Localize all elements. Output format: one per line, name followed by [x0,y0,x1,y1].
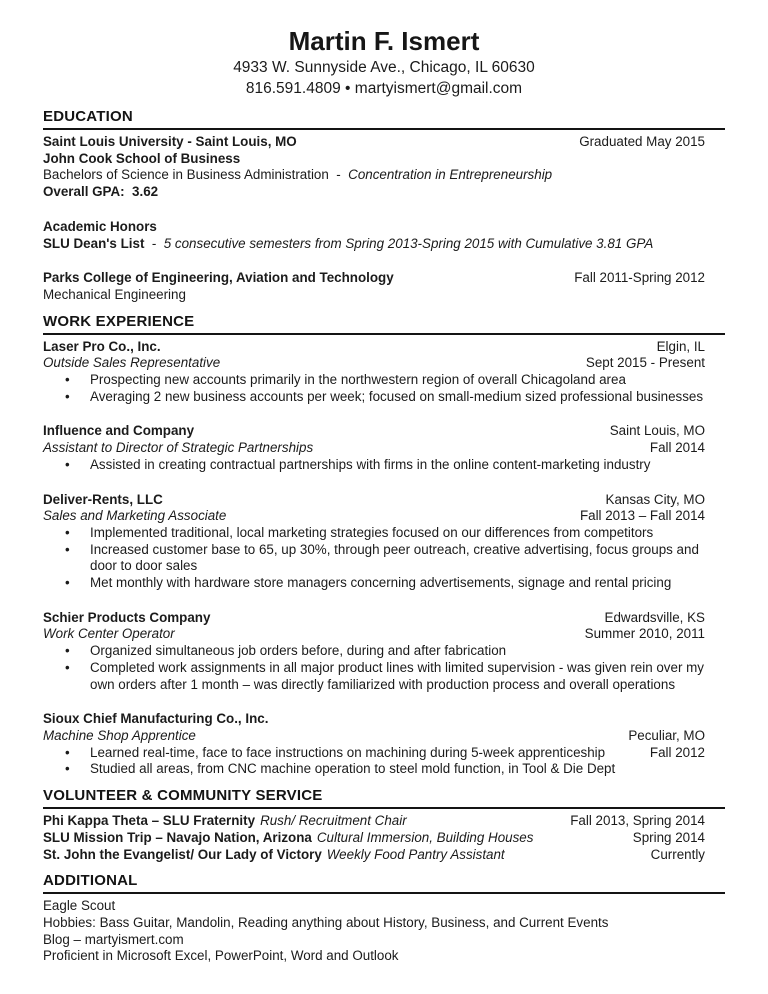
deans-list-detail: 5 consecutive semesters from Spring 2013-Spring 2015 with Cumulative 3.81 GPA [163,235,654,251]
parks-college-dates: Fall 2011-Spring 2012 [574,270,705,286]
university-name: Saint Louis University - Saint Louis, MO [43,134,297,149]
bullet-icon: • [65,372,70,388]
job-dates: Fall 2013 – Fall 2014 [579,508,705,524]
job-laser-pro [43,339,725,406]
bullet-text: Completed work assignments in all major product lines with limited supervision - was given rein over my own orders after 1 month – was directly familiarized with production process and overall operations [90,659,708,692]
section-additional [43,872,725,965]
volunteer-role: Rush/ Recruitment Chair [260,813,407,829]
volunteer-role: Weekly Food Pantry Assistant [326,846,505,862]
job-company-row [43,610,725,627]
email-address: martyismert@gmail.com [354,80,523,97]
company-name: Schier Products Company [43,609,211,625]
bullet-text: Prospecting new accounts primarily in the northwestern region of overall Chicagoland area [90,372,626,388]
job-title: Machine Shop Apprentice [43,727,196,743]
bullet-text: Assisted in creating contractual partnerships with firms in the online content-marketing industry [90,456,651,472]
organization-name: SLU Mission Trip – Navajo Nation, Arizona [43,829,312,845]
degree-line [43,167,725,184]
volunteer-row [43,847,725,864]
academic-honors-title: Academic Honors [43,218,157,234]
parks-college-row [43,270,725,287]
bullet-text: Organized simultaneous job orders before, during and after fabrication [90,643,507,659]
company-location: Edwardsville, KS [604,609,705,625]
job-title: Work Center Operator [43,626,175,642]
additional-line-blog: Blog – martyismert.com [43,931,184,947]
deans-list-separator: - [144,235,164,251]
job-dates: Sept 2015 - Present [585,355,705,371]
organization-name: Phi Kappa Theta – SLU Fraternity [43,813,256,829]
job-title: Sales and Marketing Associate [43,508,227,524]
job-bullet [43,542,725,575]
spacer [43,592,725,610]
job-bullet [43,761,725,778]
graduation-date: Graduated May 2015 [579,134,705,149]
job-schier-products [43,610,725,694]
volunteer-row [43,830,725,847]
volunteer-heading: VOLUNTEER & COMMUNITY SERVICE [43,787,725,809]
spacer [43,252,725,270]
contact-line [43,78,725,99]
job-bullet [43,575,725,592]
company-name: Sioux Chief Manufacturing Co., Inc. [43,711,269,727]
job-bullet [43,525,725,542]
volunteer-dates: Fall 2013, Spring 2014 [570,813,705,829]
bullet-icon: • [65,456,70,472]
parks-major: Mechanical Engineering [43,286,186,302]
spacer [43,474,725,492]
additional-line-software: Proficient in Microsoft Excel, PowerPoint, Word and Outlook [43,948,399,964]
education-heading: EDUCATION [43,108,725,130]
bullet-text: Increased customer base to 65, up 30%, through peer outreach, creative advertising, focus groups and door to door sales [90,541,703,574]
gpa-line: Overall GPA: 3.62 [43,184,159,200]
job-bullet [43,745,725,762]
job-bullet [43,372,725,389]
bullet-text: Met monthly with hardware store managers concerning advertisements, signage and rental pricing [90,575,672,591]
education-university-row [43,134,725,151]
job-dates: Fall 2014 [649,440,705,456]
phone-number: 816.591.4809 [245,80,341,97]
bullet-icon: • [65,541,70,557]
volunteer-role: Cultural Immersion, Building Houses [316,829,534,845]
company-location: Elgin, IL [656,338,705,354]
bullet-icon: • [65,761,70,777]
person-name: Martin F. Ismert [288,26,480,56]
job-role-row [43,440,725,457]
company-name: Deliver-Rents, LLC [43,491,163,507]
job-bullet [43,643,725,660]
spacer [43,693,725,711]
company-location: Kansas City, MO [605,491,705,507]
job-role-row [43,508,725,525]
job-dates: Summer 2010, 2011 [584,626,705,642]
bullet-icon: • [65,524,70,540]
volunteer-entry [43,813,570,830]
company-location: Saint Louis, MO [609,423,705,439]
bullet-icon: • [65,643,70,659]
additional-line-eagle-scout: Eagle Scout [43,898,116,914]
job-dates: Fall 2012 [649,744,705,760]
job-bullet [43,389,725,406]
section-work-experience [43,313,725,778]
job-company-row [43,711,725,728]
job-title: Assistant to Director of Strategic Partnerships [43,440,314,456]
job-bullet [43,457,725,474]
company-name: Laser Pro Co., Inc. [43,338,161,354]
volunteer-dates: Spring 2014 [632,829,705,845]
bullet-text: Averaging 2 new business accounts per week; focused on small-medium sized professional businesses [90,388,704,404]
deans-list-line [43,236,725,253]
section-education [43,108,725,304]
organization-name: St. John the Evangelist/ Our Lady of Victory [43,846,322,862]
job-company-row [43,339,725,356]
volunteer-entry [43,830,633,847]
volunteer-dates: Currently [650,846,705,862]
work-experience-heading: WORK EXPERIENCE [43,313,725,335]
job-company-row [43,423,725,440]
bullet-text: Learned real-time, face to face instructions on machining during 5-week apprenticeship [90,744,606,760]
job-deliver-rents [43,492,725,592]
business-school-name: John Cook School of Business [43,150,241,166]
degree-title: Bachelors of Science in Business Administration - [43,167,349,183]
additional-heading: ADDITIONAL [43,872,725,894]
separator-bullet: • [345,80,351,97]
job-role-row [43,626,725,643]
job-role-row [43,355,725,372]
company-name: Influence and Company [43,423,195,439]
bullet-icon: • [65,744,70,760]
volunteer-entry [43,847,651,864]
spacer [43,201,725,219]
deans-list-name: SLU Dean's List [43,235,145,251]
address-line: 4933 W. Sunnyside Ave., Chicago, IL 60630 [233,59,535,76]
bullet-icon: • [65,388,70,404]
job-title: Outside Sales Representative [43,355,221,371]
job-sioux-chief [43,711,725,778]
job-influence-and-company [43,423,725,473]
bullet-text: Studied all areas, from CNC machine operation to steel mold function, in Tool & Die Dept [90,761,616,777]
job-bullet [43,660,725,693]
header [43,25,725,99]
spacer [43,405,725,423]
company-location: Peculiar, MO [628,727,705,743]
bullet-icon: • [65,659,70,675]
parks-college-name: Parks College of Engineering, Aviation and Technology [43,270,394,286]
job-company-row [43,492,725,509]
additional-line-hobbies: Hobbies: Bass Guitar, Mandolin, Reading anything about History, Business, and Current Events [43,914,609,930]
section-volunteer [43,787,725,863]
volunteer-row [43,813,725,830]
job-role-row [43,728,725,745]
bullet-icon: • [65,575,70,591]
bullet-text: Implemented traditional, local marketing strategies focused on our differences from competitors [90,524,654,540]
degree-concentration: Concentration in Entrepreneurship [348,167,553,183]
